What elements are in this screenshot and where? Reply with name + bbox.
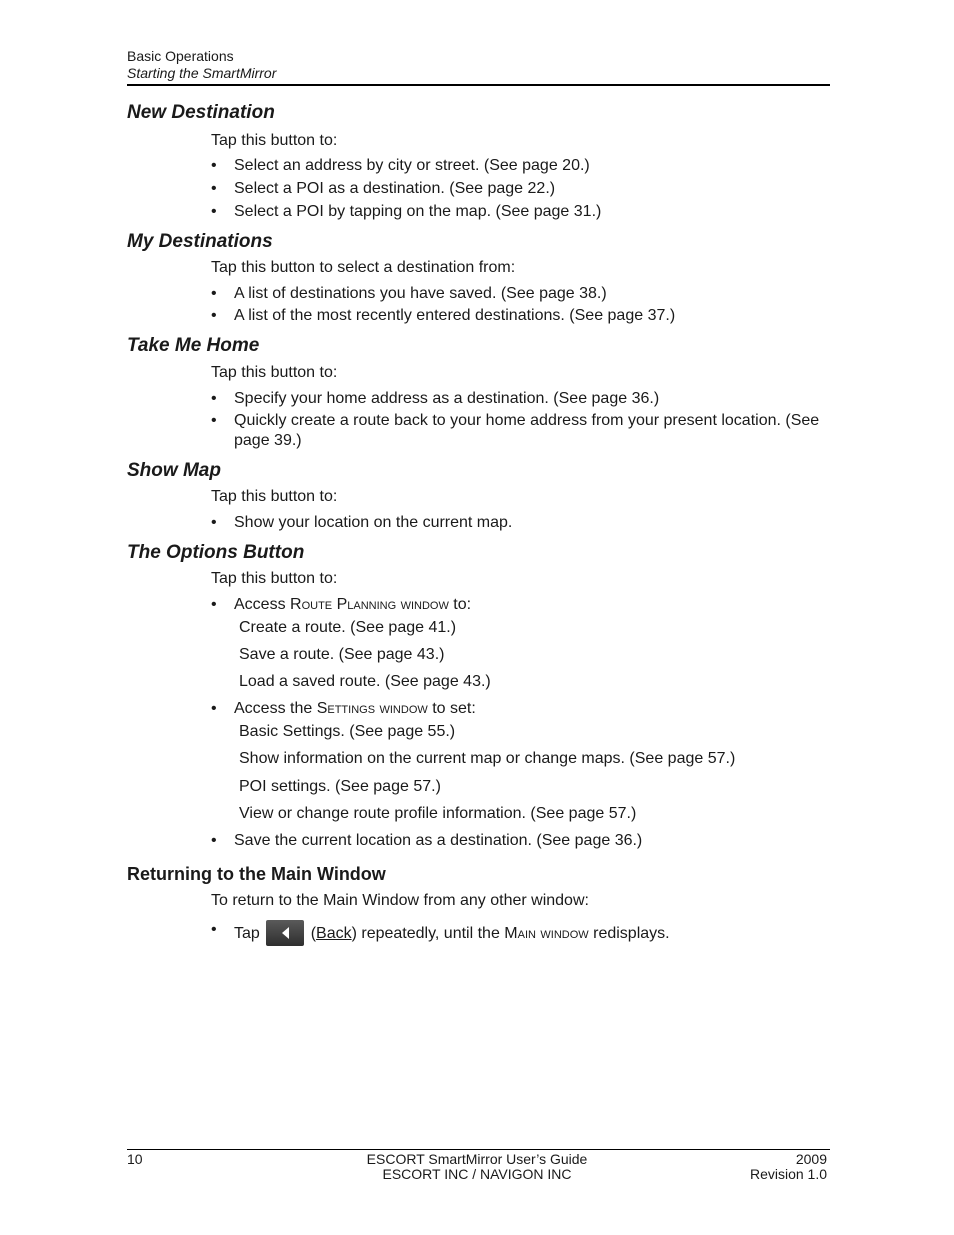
footer-page-number: 10	[127, 1151, 143, 1167]
take-me-home-list	[127, 389, 830, 451]
sub-item: View or change route profile information. (See page 57.)	[239, 805, 637, 822]
my-destinations-list	[127, 284, 830, 326]
sub-item: Load a saved route. (See page 43.)	[239, 673, 491, 690]
take-me-home-heading: Take Me Home	[127, 335, 260, 356]
list-item: • Select an address by city or street. (See page 20.)	[211, 156, 830, 176]
take-me-home-intro: Tap this button to:	[211, 364, 338, 381]
header-chapter: Basic Operations	[127, 48, 234, 64]
footer-year: 2009	[795, 1151, 827, 1167]
new-destination-list	[127, 156, 830, 222]
back-button[interactable]	[266, 920, 304, 946]
tap-text: Tap	[234, 925, 260, 942]
new-destination-intro: Tap this button to:	[211, 132, 338, 149]
back-label: Back	[316, 925, 352, 942]
repeat-text: ) repeatedly, until the	[351, 925, 505, 942]
page-content	[127, 101, 830, 946]
footer-company: ESCORT INC / NAVIGON INC	[382, 1166, 572, 1182]
my-destinations-heading: My Destinations	[127, 231, 273, 252]
list-item: • Select a POI as a destination. (See page 22.)	[211, 179, 830, 199]
footer-right	[700, 1152, 827, 1182]
route-planning-post: to:	[448, 596, 472, 613]
footer-rule	[127, 1149, 830, 1150]
redisplay-text: redisplays.	[588, 925, 670, 942]
sub-item: Save a route. (See page 43.)	[239, 646, 445, 663]
returning-intro: To return to the Main Window from any other window:	[211, 892, 589, 909]
options-button-intro: Tap this button to:	[211, 570, 338, 587]
route-planning-subitems	[211, 618, 830, 692]
list-item-route-planning	[211, 595, 830, 615]
list-item: • Save the current location as a destination. (See page 36.)	[211, 831, 830, 851]
show-map-heading: Show Map	[127, 460, 221, 481]
list-item: • Select a POI by tapping on the map. (See page 31.)	[211, 202, 830, 222]
list-item: • Quickly create a route back to your home address from your present location. (See page 39.)	[211, 411, 830, 451]
main-window-term: Main window	[504, 925, 589, 942]
list-item: • A list of the most recently entered destinations. (See page 37.)	[211, 306, 830, 326]
sub-item: Create a route. (See page 41.)	[239, 619, 457, 636]
my-destinations-intro: Tap this button to select a destination from:	[211, 259, 516, 276]
settings-post: to set:	[427, 700, 476, 717]
list-item: • A list of destinations you have saved. (See page 38.)	[211, 284, 830, 304]
footer-guide-title: ESCORT SmartMirror User’s Guide	[366, 1151, 588, 1167]
sub-item: Show information on the current map or change maps. (See page 57.)	[239, 750, 736, 767]
back-arrow-icon	[281, 927, 290, 939]
options-button-heading: The Options Button	[127, 542, 305, 563]
header-rule	[127, 84, 830, 86]
settings-subitems	[211, 722, 830, 824]
list-item: • Specify your home address as a destination. (See page 36.)	[211, 389, 830, 409]
sub-item: POI settings. (See page 57.)	[239, 778, 441, 795]
sub-item: Basic Settings. (See page 55.)	[239, 723, 456, 740]
show-map-intro: Tap this button to:	[211, 488, 338, 505]
show-map-list	[127, 513, 830, 533]
options-button-list	[127, 595, 830, 615]
returning-heading: Returning to the Main Window	[127, 864, 386, 884]
options-settings-list	[127, 699, 830, 719]
list-item: • Show your location on the current map.	[211, 513, 830, 533]
route-planning-pre: Access	[234, 596, 291, 613]
route-planning-window-term: Route Planning window	[290, 596, 449, 613]
list-item-tap-back	[211, 920, 830, 946]
header-section: Starting the SmartMirror	[127, 65, 277, 81]
open-paren: (	[306, 925, 317, 942]
list-item-settings	[211, 699, 830, 719]
returning-list	[127, 920, 830, 946]
options-save-list	[127, 831, 830, 851]
settings-pre: Access the	[234, 700, 317, 717]
new-destination-heading: New Destination	[127, 102, 275, 123]
footer-revision: Revision 1.0	[749, 1166, 827, 1182]
footer-center	[300, 1152, 654, 1182]
settings-window-term: Settings window	[316, 700, 428, 717]
